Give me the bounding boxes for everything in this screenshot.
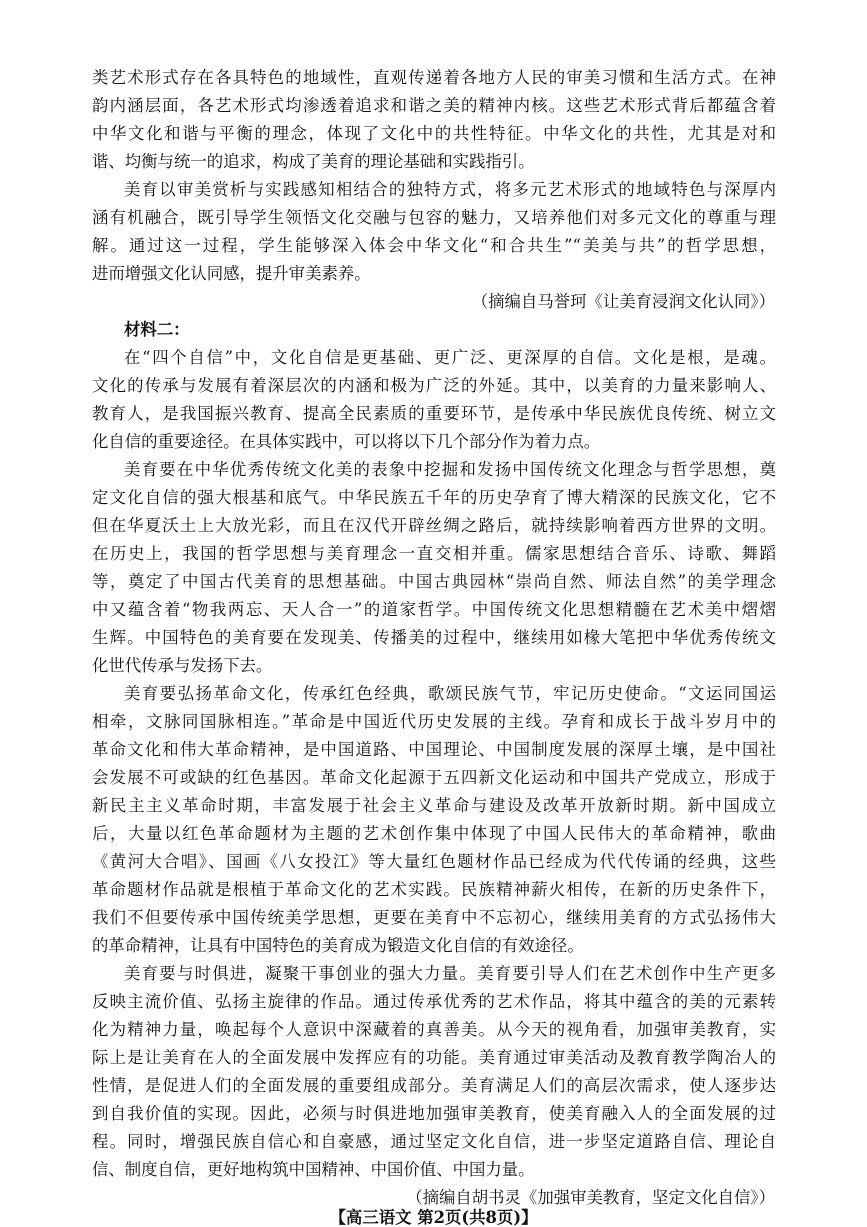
text-line: 美育要在中华优秀传统文化美的表象中挖掘和发扬中国传统文化理念与哲学思想，奠 (124, 460, 776, 479)
text-line: 在历史上，我国的哲学思想与美育理念一直交相并重。儒家思想结合音乐、诗歌、舞蹈 (92, 544, 776, 563)
text-line: 解。通过这一过程，学生能够深入体会中华文化“和合共生”“美美与共”的哲学思想， (92, 236, 776, 255)
text-line: 革命题材作品就是根植于革命文化的艺术实践。民族精神薪火相传，在新的历史条件下， (92, 880, 776, 899)
section-heading: 材料二： (124, 320, 190, 339)
source-citation: （摘编自马誉珂《让美育浸润文化认同》） (471, 292, 775, 311)
text-line: 信、制度自信，更好地构筑中国精神、中国价值、中国力量。 (92, 1160, 535, 1179)
text-line: 到自我价值的实现。因此，必须与时俱进地加强审美教育，使美育融入人的全面发展的过 (92, 1104, 776, 1123)
text-line: 谐、均衡与统一的追求，构成了美育的理论基础和实践指引。 (92, 152, 535, 171)
text-line: 程。同时，增强民族自信心和自豪感，通过坚定文化自信，进一步坚定道路自信、理论自 (92, 1132, 776, 1151)
text-line: 定文化自信的强大根基和底气。中华民族五千年的历史孕育了博大精深的民族文化，它不 (92, 488, 776, 507)
text-line: 的革命精神，让具有中国特色的美育成为锻造文化自信的有效途径。 (92, 936, 584, 955)
text-line: 化世代传承与发扬下去。 (92, 656, 273, 675)
text-line: 类艺术形式存在各具特色的地域性，直观传递着各地方人民的审美习惯和生活方式。在神 (92, 68, 776, 87)
text-line: 化自信的重要途径。在具体实践中，可以将以下几个部分作为着力点。 (92, 432, 601, 451)
source-citation: （摘编自胡书灵《加强审美教育，坚定文化自信》） (406, 1188, 775, 1207)
text-line: 涵有机融合，既引导学生领悟文化交融与包容的魅力，又培养他们对多元文化的尊重与理 (92, 208, 776, 227)
text-line: 《黄河大合唱》、国画《八女投江》等大量红色题材作品已经成为代代传诵的经典，这些 (92, 852, 776, 871)
page-footer: 【高三语文 第2页(共8页)】 (329, 1208, 538, 1227)
text-line: 反映主流价值、弘扬主旋律的作品。通过传承优秀的艺术作品，将其中蕴含的美的元素转 (92, 992, 776, 1011)
text-line: 中华文化和谐与平衡的理念，体现了文化中的共性特征。中华文化的共性，尤其是对和 (92, 124, 776, 143)
text-line: 美育以审美赏析与实践感知相结合的独特方式，将多元艺术形式的地域特色与深厚内 (124, 180, 776, 199)
text-line: 美育要弘扬革命文化，传承红色经典，歌颂民族气节，牢记历史使命。“文运同国运 (124, 684, 776, 703)
text-line: 相牵，文脉同国脉相连。”革命是中国近代历史发展的主线。孕育和成长于战斗岁月中的 (92, 712, 776, 731)
text-line: 化为精神力量，唤起每个人意识中深藏着的真善美。从今天的视角看，加强审美教育，实 (92, 1020, 776, 1039)
text-line: 我们不但要传承中国传统美学思想，更要在美育中不忘初心，继续用美育的方式弘扬伟大 (92, 908, 776, 927)
text-line: 进而增强文化认同感，提升审美素养。 (92, 264, 371, 283)
text-line: 性情，是促进人们的全面发展的重要组成部分。美育满足人们的高层次需求，使人逐步达 (92, 1076, 776, 1095)
text-line: 中又蕴含着“物我两忘、天人合一”的道家哲学。中国传统文化思想精髓在艺术美中熠熠 (92, 600, 776, 619)
text-line: 但在华夏沃土上大放光彩，而且在汉代开辟丝绸之路后，就持续影响着西方世界的文明。 (92, 516, 776, 535)
text-line: 新民主主义革命时期，丰富发展于社会主义革命与建设及改革开放新时期。新中国成立 (92, 796, 776, 815)
text-line: 在“四个自信”中，文化自信是更基础、更广泛、更深厚的自信。文化是根，是魂。 (124, 348, 776, 367)
text-line: 韵内涵层面，各艺术形式均渗透着追求和谐之美的精神内核。这些艺术形式背后都蕴含着 (92, 96, 776, 115)
text-line: 革命文化和伟大革命精神，是中国道路、中国理论、中国制度发展的深厚土壤，是中国社 (92, 740, 776, 759)
text-line: 际上是让美育在人的全面发展中发挥应有的功能。美育通过审美活动及教育教学陶冶人的 (92, 1048, 776, 1067)
text-line: 教育人，是我国振兴教育、提高全民素质的重要环节，是传承中华民族优良传统、树立文 (92, 404, 776, 423)
text-line: 文化的传承与发展有着深层次的内涵和极为广泛的外延。其中，以美育的力量来影响人、 (92, 376, 776, 395)
text-line: 美育要与时俱进，凝聚干事创业的强大力量。美育要引导人们在艺术创作中生产更多 (124, 964, 776, 983)
text-line: 生辉。中国特色的美育要在发现美、传播美的过程中，继续用如椽大笔把中华优秀传统文 (92, 628, 776, 647)
text-line: 会发展不可或缺的红色基因。革命文化起源于五四新文化运动和中国共产党成立，形成于 (92, 768, 776, 787)
text-line: 后，大量以红色革命题材为主题的艺术创作集中体现了中国人民伟大的革命精神，歌曲 (92, 824, 776, 843)
text-line: 等，奠定了中国古代美育的思想基础。中国古典园林“崇尚自然、师法自然”的美学理念 (92, 572, 776, 591)
